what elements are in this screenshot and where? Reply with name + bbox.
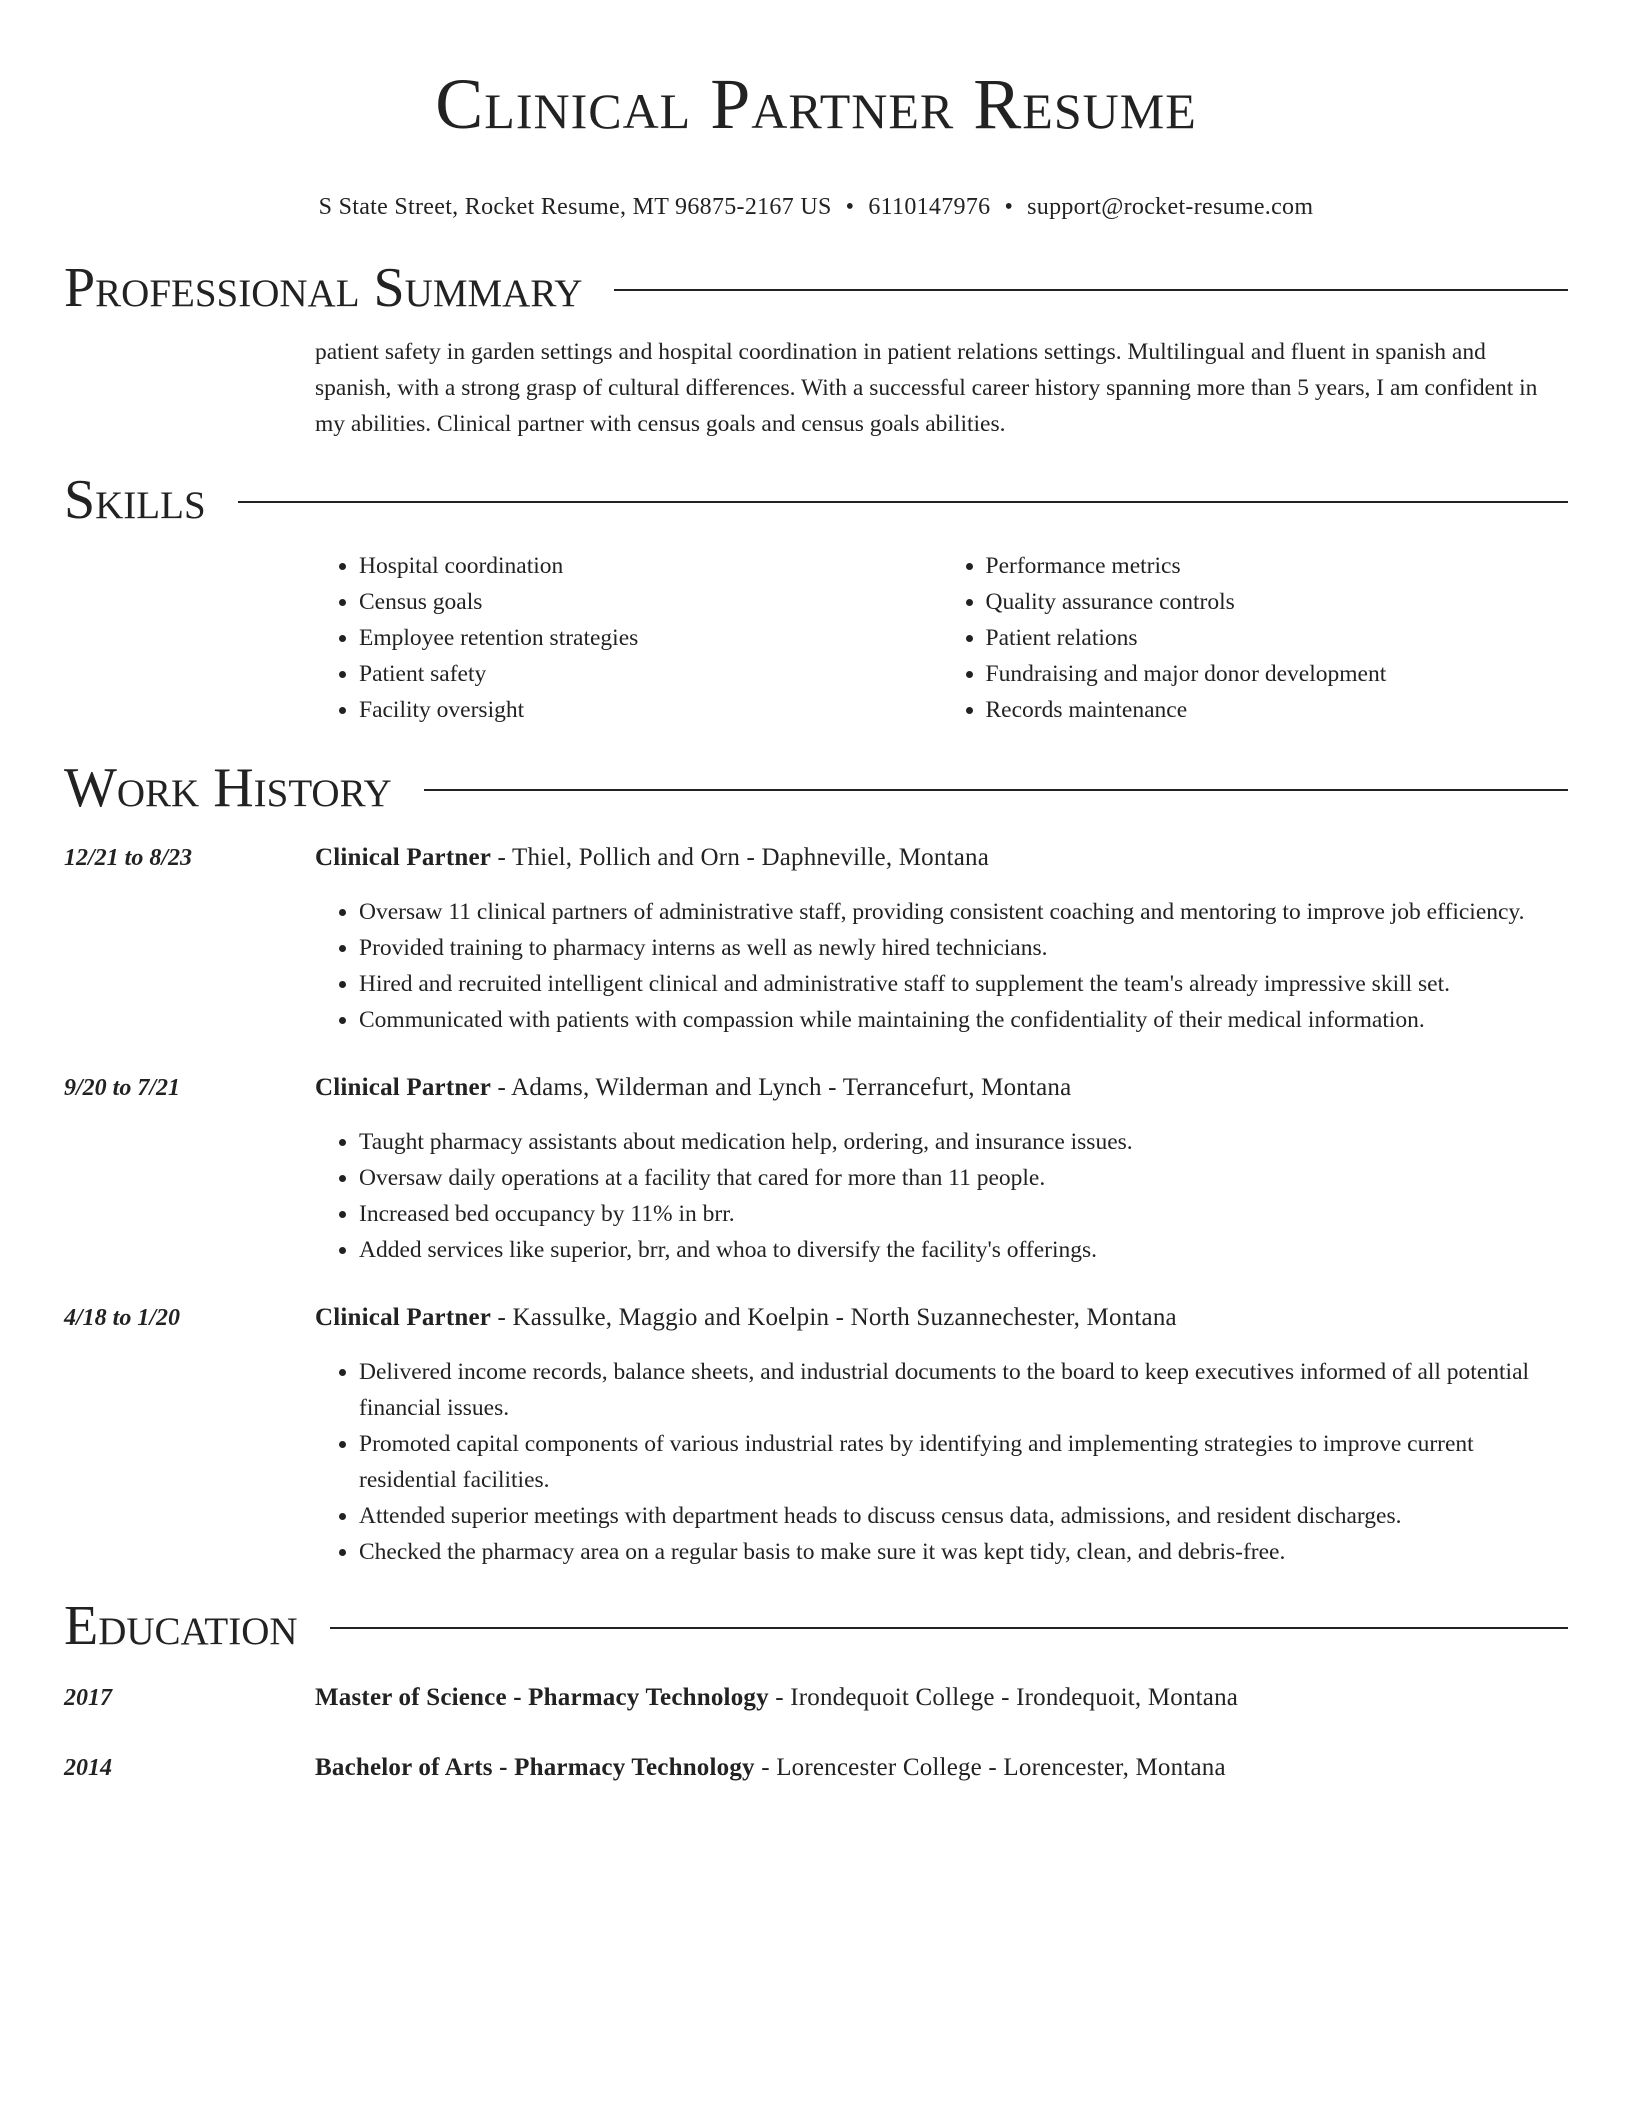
job-bullets: [315, 894, 1568, 1038]
job-entry: [64, 1070, 1568, 1268]
skill-item: • Employee retention strategies: [359, 620, 942, 656]
job-bullet: • Oversaw daily operations at a facility that cared for more than 11 people.: [359, 1160, 1568, 1196]
contact-separator: •: [845, 194, 855, 220]
education-year: 2014: [64, 1755, 112, 1781]
work-section-header: [64, 756, 1568, 820]
job-header: [64, 840, 1568, 876]
education-degree: Master of Science - Pharmacy Technology: [315, 1684, 769, 1711]
job-employer: - Thiel, Pollich and Orn - Daphneville, Montana: [491, 844, 989, 871]
skills-section-header: [64, 468, 1568, 532]
skills-list: [315, 548, 1568, 728]
education-school: - Lorencester College - Lorencester, Montana: [754, 1754, 1226, 1781]
skill-item: • Patient safety: [359, 656, 942, 692]
job-header: [64, 1070, 1568, 1106]
contact-line: [64, 192, 1568, 222]
job-bullet: • Increased bed occupancy by 11% in brr.: [359, 1196, 1568, 1232]
contact-separator: •: [1004, 194, 1014, 220]
skills-heading: Skills: [64, 469, 206, 531]
education-school: - Irondequoit College - Irondequoit, Montana: [768, 1684, 1239, 1711]
job-bullet: • Added services like superior, brr, and whoa to diversify the facility's offerings.: [359, 1232, 1568, 1268]
skill-item: • Facility oversight: [359, 692, 942, 728]
education-line: [315, 1750, 1226, 1786]
education-year: 2017: [64, 1685, 112, 1711]
job-role: Clinical Partner: [315, 1304, 492, 1331]
skills-column-left: [315, 548, 942, 728]
job-bullets: [315, 1354, 1568, 1570]
section-divider: [238, 501, 1568, 503]
job-role: Clinical Partner: [315, 1074, 492, 1101]
job-dates: 12/21 to 8/23: [64, 845, 193, 871]
education-entry: [64, 1750, 1568, 1786]
job-bullet: • Hired and recruited intelligent clinical and administrative staff to supplement the team's already impressive skill set.: [359, 966, 1568, 1002]
job-bullet: • Communicated with patients with compassion while maintaining the confidentiality of their medical information.: [359, 1002, 1568, 1038]
job-title-line: [315, 1070, 1071, 1106]
job-dates: 9/20 to 7/21: [64, 1075, 181, 1101]
job-dates: 4/18 to 1/20: [64, 1305, 181, 1331]
job-bullet: • Promoted capital components of various industrial rates by identifying and implementing strategies to improve current residential facilities.: [359, 1426, 1568, 1498]
skill-item: • Hospital coordination: [359, 548, 942, 584]
job-title-line: [315, 1300, 1177, 1336]
education-heading: Education: [64, 1595, 298, 1657]
job-bullet: • Checked the pharmacy area on a regular basis to make sure it was kept tidy, clean, and debris-free.: [359, 1534, 1568, 1570]
skill-item: • Fundraising and major donor development: [986, 656, 1569, 692]
job-bullet: • Attended superior meetings with department heads to discuss census data, admissions, and resident discharges.: [359, 1498, 1568, 1534]
job-bullet: • Taught pharmacy assistants about medication help, ordering, and insurance issues.: [359, 1124, 1568, 1160]
job-header: [64, 1300, 1568, 1336]
education-line: [315, 1680, 1238, 1716]
section-divider: [614, 289, 1568, 291]
skill-item: • Quality assurance controls: [986, 584, 1569, 620]
job-entry: [64, 1300, 1568, 1570]
summary-section-header: [64, 256, 1568, 320]
education-section-header: [64, 1594, 1568, 1658]
contact-email: support@rocket-resume.com: [1027, 194, 1314, 220]
job-bullet: • Oversaw 11 clinical partners of administrative staff, providing consistent coaching and mentoring to improve job efficiency.: [359, 894, 1568, 930]
skill-item: • Records maintenance: [986, 692, 1569, 728]
skill-item: • Performance metrics: [986, 548, 1569, 584]
education-degree: Bachelor of Arts - Pharmacy Technology: [315, 1754, 755, 1781]
work-heading: Work History: [64, 757, 392, 819]
job-role: Clinical Partner: [315, 844, 492, 871]
resume-title: Clinical Partner Resume: [435, 64, 1197, 144]
section-divider: [424, 789, 1568, 791]
job-entry: [64, 840, 1568, 1038]
section-divider: [330, 1627, 1568, 1629]
education-entry: [64, 1680, 1568, 1716]
summary-heading: Professional Summary: [64, 257, 583, 319]
job-bullet: • Provided training to pharmacy interns as well as newly hired technicians.: [359, 930, 1568, 966]
skill-item: • Census goals: [359, 584, 942, 620]
summary-text: patient safety in garden settings and hospital coordination in patient relations settings. Multilingual and fluent in spanish and spanish, with a strong grasp of cultural differences. With a successful career history spanning more than 5 years, I am confident in my abilities. Clinical partner with census goals and census goals abilities.: [315, 339, 1538, 437]
job-employer: - Adams, Wilderman and Lynch - Terrancefurt, Montana: [491, 1074, 1072, 1101]
job-bullets: [315, 1124, 1568, 1268]
job-title-line: [315, 840, 989, 876]
contact-address: S State Street, Rocket Resume, MT 96875-2167 US: [318, 194, 832, 220]
job-employer: - Kassulke, Maggio and Koelpin - North Suzannechester, Montana: [491, 1304, 1177, 1331]
skill-item: • Patient relations: [986, 620, 1569, 656]
skills-column-right: [942, 548, 1569, 728]
job-bullet: • Delivered income records, balance sheets, and industrial documents to the board to keep executives informed of all potential financial issues.: [359, 1354, 1568, 1426]
contact-phone: 6110147976: [868, 194, 991, 220]
